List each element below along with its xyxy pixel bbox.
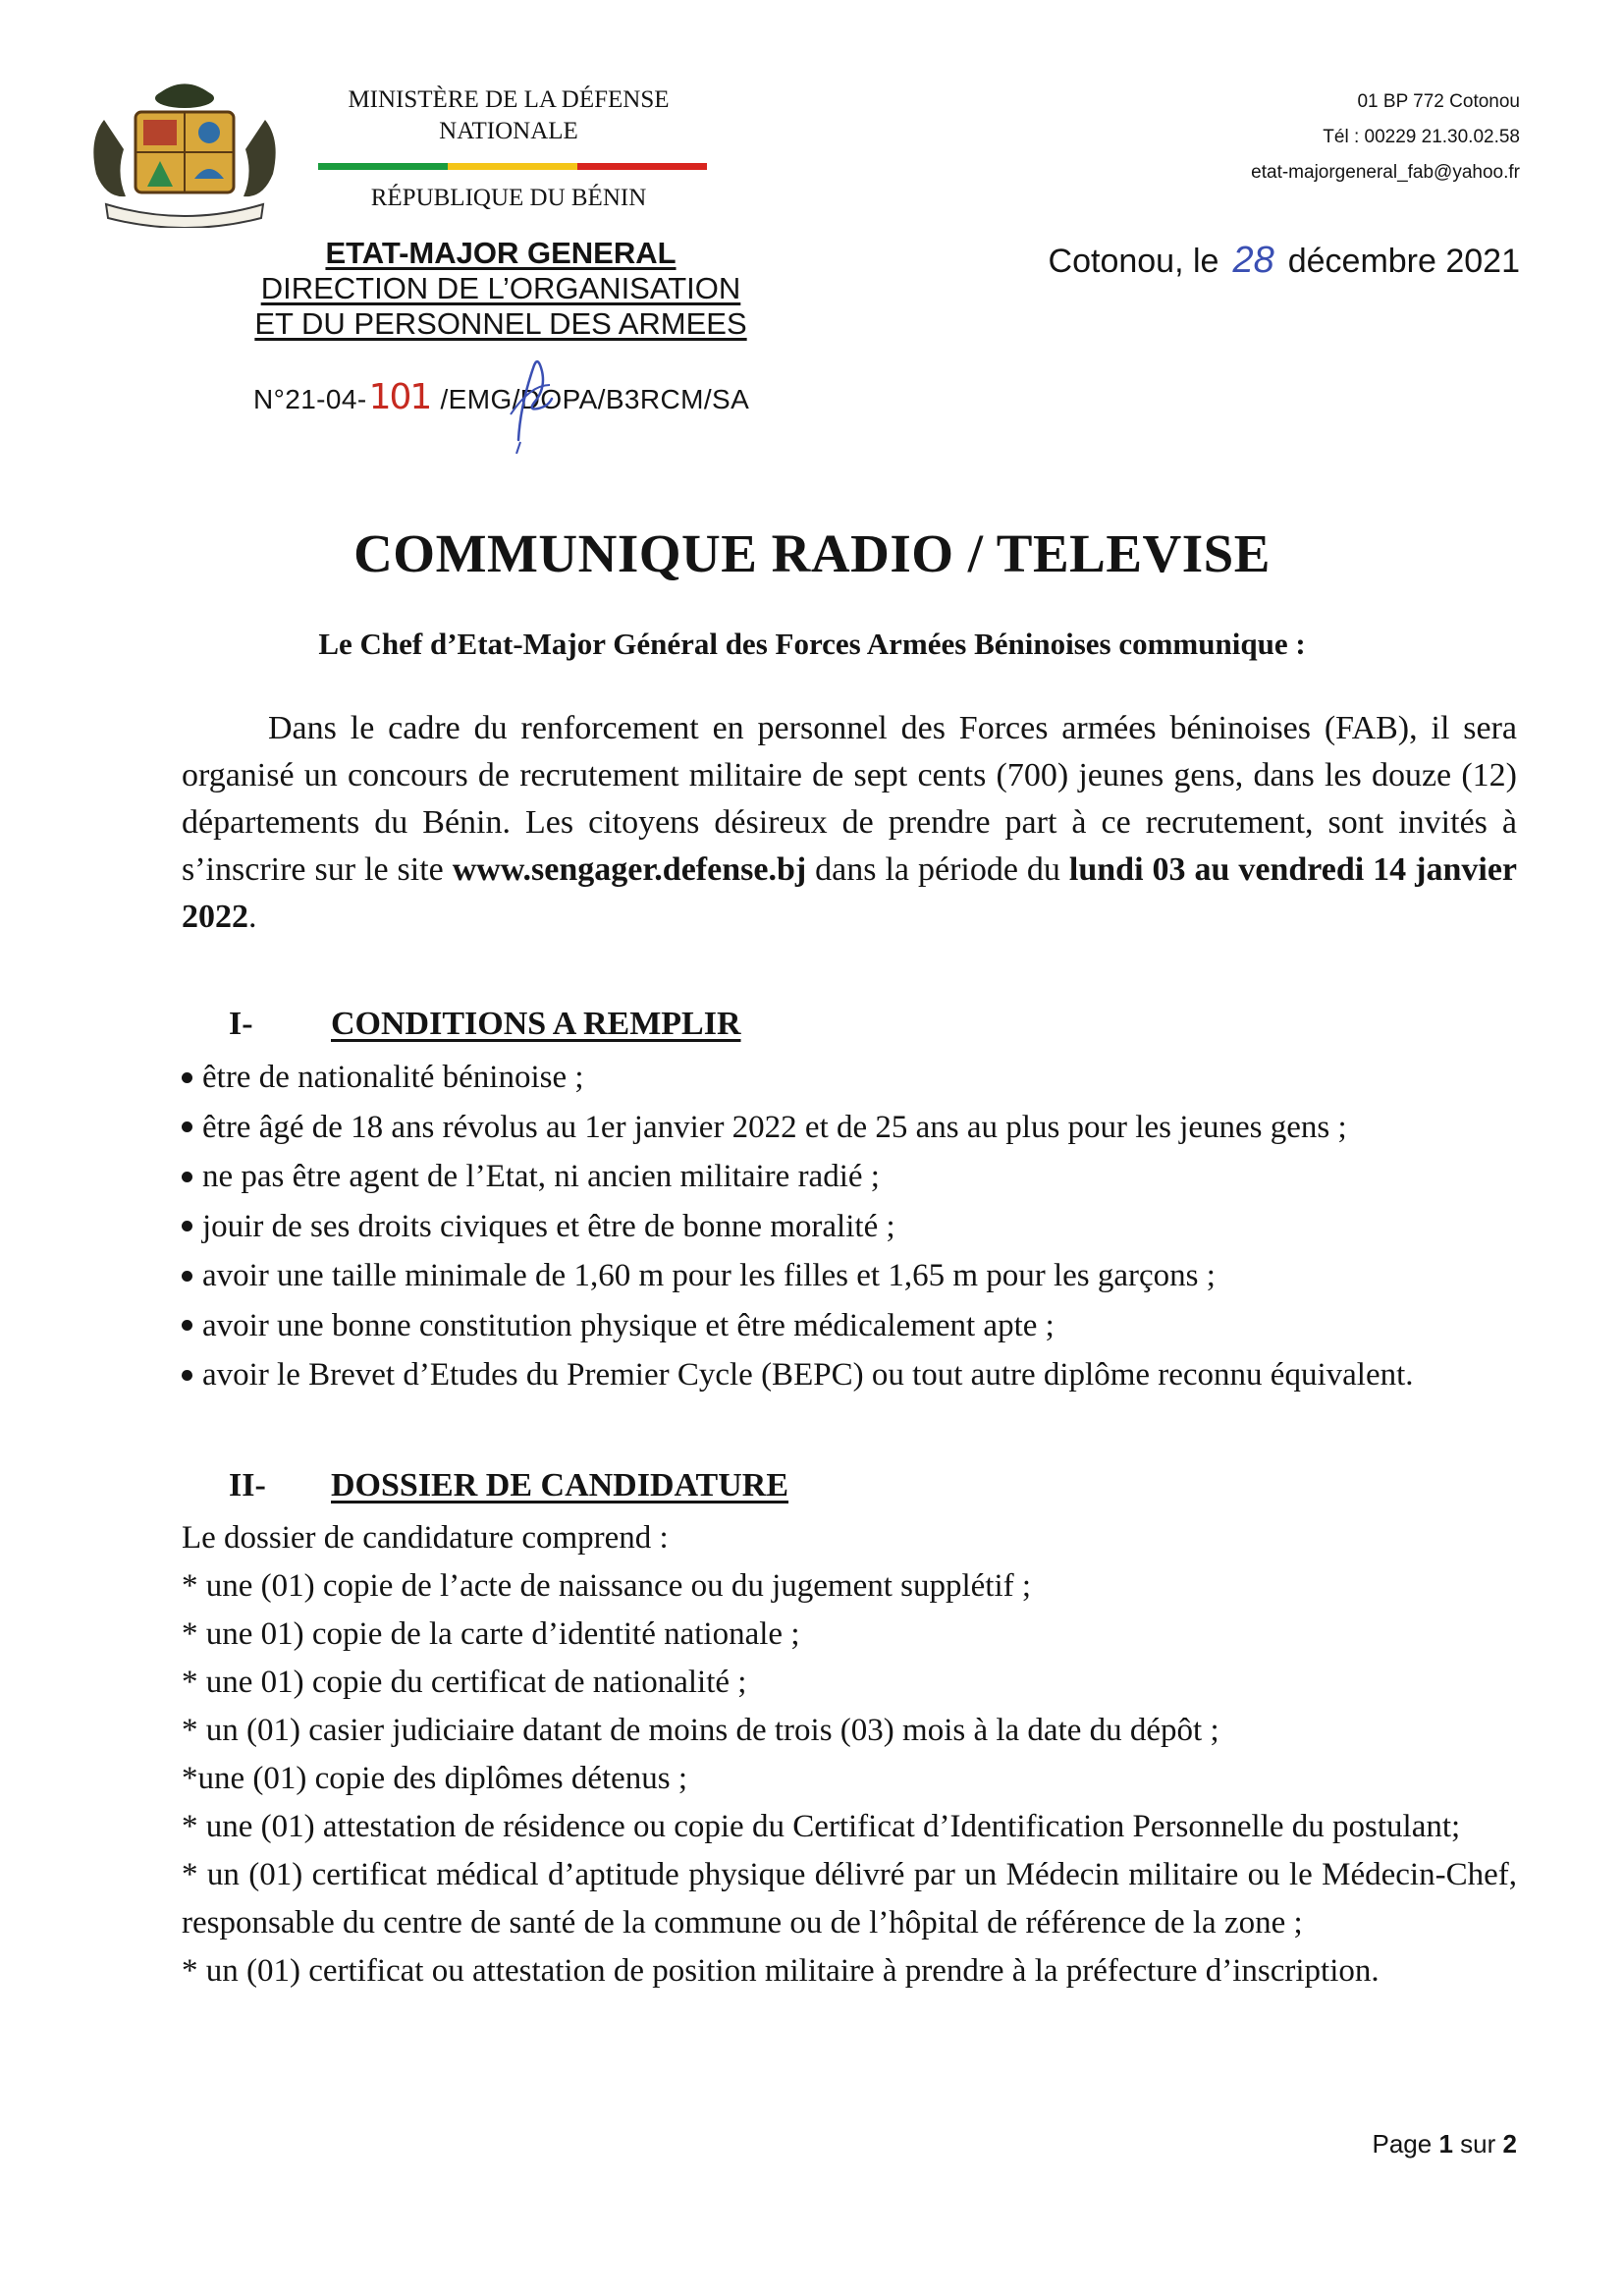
email-address: etat-majorgeneral_fab@yahoo.fr: [1251, 162, 1520, 183]
bullet-icon: [182, 1271, 192, 1282]
list-item: être âgé de 18 ans révolus au 1er janvier 2022 et de 25 ans au plus pour les jeunes gens ;: [182, 1103, 1517, 1153]
list-item: * un (01) casier judiciaire datant de moins de trois (03) mois à la date du dépôt ;: [182, 1713, 1219, 1748]
list-item: jouir de ses droits civiques et être de bonne moralité ;: [182, 1202, 1517, 1252]
section-label: CONDITIONS A REMPLIR: [331, 1006, 741, 1042]
current-page: 1: [1438, 2129, 1453, 2159]
phone-number: Tél : 00229 21.30.02.58: [1323, 127, 1520, 147]
ministry-name: [312, 84, 705, 147]
bullet-icon: [182, 1172, 192, 1182]
issuing-office: [245, 236, 756, 342]
office-line-1: ETAT-MAJOR GENERAL: [325, 236, 677, 270]
office-line-3: ET DU PERSONNEL DES ARMEES: [254, 306, 747, 341]
republic-name: RÉPUBLIQUE DU BÉNIN: [370, 185, 647, 211]
national-flag-bar: [318, 163, 707, 170]
bullet-icon: [182, 1072, 192, 1083]
dossier-list: [182, 1514, 1517, 1995]
flag-red-stripe: [577, 163, 707, 170]
office-line-2: DIRECTION DE L’ORGANISATION: [260, 271, 741, 305]
bullet-icon: [182, 1320, 192, 1331]
bullet-icon: [182, 1221, 192, 1231]
section-label: DOSSIER DE CANDIDATURE: [331, 1467, 789, 1503]
dossier-lead: Le dossier de candidature comprend :: [182, 1520, 669, 1556]
page-number: Page 1 sur 2: [1372, 2129, 1517, 2159]
list-item: avoir le Brevet d’Etudes du Premier Cycle (BEPC) ou tout autre diplôme reconnu équivalent.: [182, 1350, 1517, 1400]
month-year: décembre 2021: [1287, 243, 1520, 280]
list-item: * une 01) copie du certificat de nationalité ;: [182, 1665, 747, 1700]
list-item: * une (01) copie de l’acte de naissance ou du jugement supplétif ;: [182, 1568, 1032, 1604]
conditions-list: [182, 1053, 1517, 1400]
handwritten-ref-number: 101: [368, 377, 431, 417]
document-title: COMMUNIQUE RADIO / TELEVISE: [353, 523, 1271, 583]
list-item: ne pas être agent de l’Etat, ni ancien militaire radié ;: [182, 1152, 1517, 1202]
ref-prefix: N°21-04-: [253, 384, 367, 414]
list-item: être de nationalité béninoise ;: [182, 1053, 1517, 1103]
flag-green-stripe: [318, 163, 448, 170]
bullet-icon: [182, 1370, 192, 1381]
list-item: * un (01) certificat médical d’aptitude physique délivré par un Médecin militaire ou le Médecin-Chef, responsable du centre de santé de la commune ou de l’hôpital de référence de la zone ;: [182, 1857, 1517, 1941]
date-line: [1049, 240, 1520, 282]
total-pages: 2: [1502, 2129, 1517, 2159]
list-item: *une (01) copie des diplômes détenus ;: [182, 1761, 688, 1796]
list-item: * une (01) attestation de résidence ou copie du Certificat d’Identification Personnelle du postulant;: [182, 1809, 1461, 1844]
ministry-line-2: NATIONALE: [439, 118, 578, 144]
section-dossier-heading: [229, 1467, 788, 1504]
flag-yellow-stripe: [448, 163, 577, 170]
registration-website: www.sengager.defense.bj: [452, 851, 807, 888]
section-number: II-: [229, 1467, 266, 1503]
intro-text-1: Dans le cadre du renforcement en personnel des Forces armées béninoises (FAB), il sera organisé un concours de recrutement militaire de sept cents (700) jeunes gens, dans les douze (12) départements du Bénin. Les citoyens désireux de prendre part à ce recrutement, sont invités à s’inscrire sur le site: [182, 710, 1517, 888]
handwritten-day: 28: [1232, 240, 1274, 281]
list-item: * un (01) certificat ou attestation de position militaire à prendre à la préfecture d’inscription.: [182, 1953, 1380, 1989]
intro-text-2: dans la période du: [806, 851, 1069, 888]
document-subtitle: Le Chef d’Etat-Major Général des Forces Armées Béninoises communique :: [318, 627, 1306, 661]
coat-of-arms-emblem: [86, 81, 283, 228]
contact-block: [1251, 84, 1520, 191]
list-item: avoir une taille minimale de 1,60 m pour les filles et 1,65 m pour les garçons ;: [182, 1251, 1517, 1301]
ministry-line-1: MINISTÈRE DE LA DÉFENSE: [348, 86, 670, 113]
postal-address: 01 BP 772 Cotonou: [1357, 91, 1520, 112]
section-number: I-: [229, 1006, 253, 1042]
section-conditions-heading: [229, 1006, 741, 1043]
intro-paragraph: [182, 705, 1517, 941]
handwritten-initials-mark: [491, 346, 579, 454]
registration-period: lundi 03 au vendredi 14 janvier 2022: [182, 851, 1517, 935]
city-prefix: Cotonou, le: [1048, 243, 1219, 280]
intro-end: .: [248, 899, 257, 935]
ref-suffix: /EMG/DOPA/B3RCM/SA: [432, 384, 750, 414]
list-item: avoir une bonne constitution physique et être médicalement apte ;: [182, 1301, 1517, 1351]
bullet-icon: [182, 1121, 192, 1132]
list-item: * une 01) copie de la carte d’identité nationale ;: [182, 1616, 800, 1652]
